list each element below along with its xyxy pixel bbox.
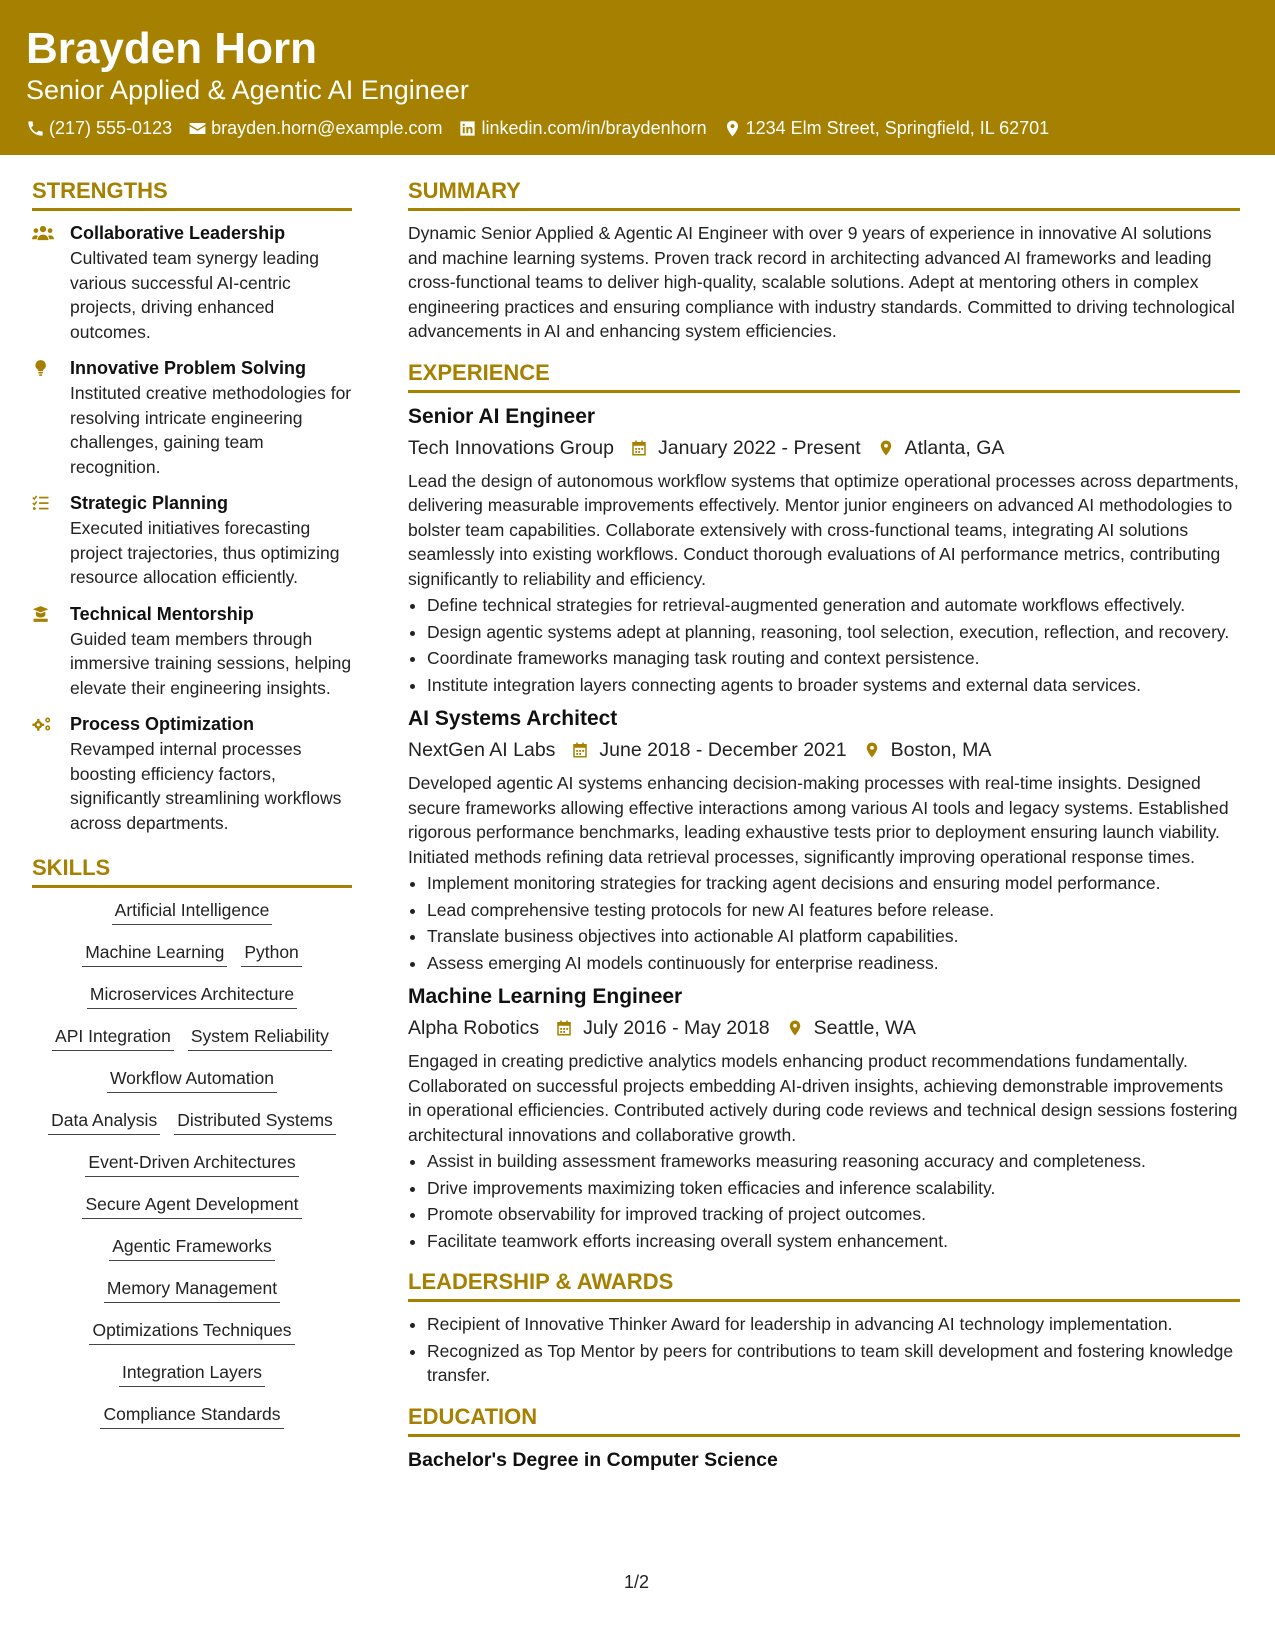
job-company: Tech Innovations Group: [408, 436, 614, 459]
contact-phone: [26, 116, 172, 140]
strength-item: [32, 712, 352, 835]
strength-title: Process Optimization: [70, 714, 255, 734]
job-location: Atlanta, GA: [904, 436, 1005, 459]
skill-tag: Machine Learning: [82, 940, 227, 967]
job-meta: [408, 1014, 1240, 1042]
skill-tag: Memory Management: [104, 1276, 280, 1303]
strength-title: Innovative Problem Solving: [70, 358, 307, 378]
calendar-icon: [555, 1019, 573, 1037]
skills-heading: SKILLS: [32, 853, 352, 888]
summary-heading: SUMMARY: [408, 176, 1240, 211]
skill-tag: Event-Driven Architectures: [85, 1150, 298, 1177]
phone-icon: [26, 119, 45, 138]
strength-item: [32, 491, 352, 590]
linkedin-link[interactable]: linkedin.com/in/braydenhorn: [481, 118, 707, 138]
job-bullet: • Promote observability for improved tracking of project outcomes.: [427, 1202, 1240, 1227]
skill-tag: Artificial Intelligence: [112, 898, 273, 925]
education-degree: Bachelor's Degree in Computer Science: [408, 1448, 778, 1471]
job-location: Seattle, WA: [813, 1017, 916, 1039]
job-bullet: • Implement monitoring strategies for tracking agent decisions and ensuring model performance.: [427, 871, 1240, 896]
job-bullet: • Design agentic systems adept at planning, reasoning, tool selection, execution, reflection, and recovery.: [427, 620, 1240, 645]
job-bullet: • Institute integration layers connecting agents to broader systems and external data services.: [427, 673, 1240, 698]
strength-item: [32, 356, 352, 479]
address-text: 1234 Elm Street, Springfield, IL 62701: [745, 118, 1050, 138]
strengths-heading: STRENGTHS: [32, 176, 352, 211]
strength-desc: Guided team members through immersive training sessions, helping elevate their engineering insights.: [70, 628, 352, 698]
graduation-icon: [32, 605, 54, 623]
skill-tag: API Integration: [52, 1024, 174, 1051]
skill-tag: Compliance Standards: [100, 1402, 283, 1429]
job-title: Senior AI Engineer: [408, 404, 596, 428]
job-dates: July 2016 - May 2018: [583, 1017, 770, 1039]
users-icon: [32, 224, 54, 242]
left-column: [32, 176, 352, 1444]
checklist-icon: [32, 494, 54, 512]
calendar-icon: [630, 439, 648, 457]
map-pin-icon: [786, 1019, 804, 1037]
calendar-icon: [571, 741, 589, 759]
email-link[interactable]: brayden.horn@example.com: [211, 118, 443, 138]
education-heading: EDUCATION: [408, 1402, 1240, 1437]
skill-tag: System Reliability: [188, 1024, 332, 1051]
job-bullet: • Coordinate frameworks managing task routing and context persistence.: [427, 646, 1240, 671]
awards-list: [408, 1312, 1240, 1388]
candidate-headline: Senior Applied & Agentic AI Engineer: [26, 75, 469, 105]
job-bullet: • Assess emerging AI models continuously for enterprise readiness.: [427, 951, 1240, 976]
job-bullet: • Facilitate teamwork efforts increasing overall system enhancement.: [427, 1229, 1240, 1254]
skill-tag: Agentic Frameworks: [109, 1234, 275, 1261]
job-title: AI Systems Architect: [408, 707, 618, 730]
job-title: Machine Learning Engineer: [408, 985, 683, 1008]
skills-list: [32, 898, 352, 1429]
contact-address: [723, 116, 1050, 140]
skill-tag: Data Analysis: [48, 1108, 160, 1135]
contact-bar: [26, 116, 1065, 140]
phone-text: (217) 555-0123: [49, 118, 173, 138]
envelope-icon: [188, 119, 207, 138]
contact-email[interactable]: [188, 116, 442, 140]
strength-desc: Instituted creative methodologies for resolving intricate engineering challenges, gaining team recognition.: [70, 383, 352, 477]
experience-heading: EXPERIENCE: [408, 358, 1240, 393]
skill-tag: Integration Layers: [119, 1360, 265, 1387]
right-column: [408, 176, 1240, 1473]
lightbulb-icon: [32, 359, 54, 377]
job-meta: [408, 736, 1240, 764]
map-pin-icon: [863, 741, 881, 759]
gears-icon: [32, 715, 54, 733]
skill-tag: Optimizations Techniques: [89, 1318, 294, 1345]
strength-title: Technical Mentorship: [70, 603, 254, 624]
job-dates: January 2022 - Present: [657, 436, 861, 459]
job-description: Lead the design of autonomous workflow systems that optimize operational processes across departments, delivering measurable improvements effectively. Mentor junior engineers on advanced AI methodologies to bolster team capabilities. Collaborate extensively with cross-functional teams, integrating AI solutions seamlessly into existing workflows. Conduct thorough evaluations of AI performance metrics, contributing significantly to reliability and efficiency.: [408, 470, 1239, 589]
job-entry: [408, 403, 1240, 698]
candidate-name: Brayden Horn: [26, 24, 317, 73]
linkedin-icon: [458, 119, 477, 138]
award-item: • Recognized as Top Mentor by peers for contributions to team skill development and fostering knowledge transfer.: [427, 1339, 1240, 1388]
job-description: Developed agentic AI systems enhancing decision-making processes with real-time insights. Designed secure frameworks allowing effective interactions among various AI tools and legacy systems. Established rigorous performance benchmarks, leading exhaustive tests prior to deployment ensuring launch viability. Initiated methods refining data retrieval processes, significantly improving operational response times.: [408, 773, 1229, 867]
strength-desc: Revamped internal processes boosting efficiency factors, significantly streamlining workflows across departments.: [70, 739, 342, 833]
job-company: NextGen AI Labs: [408, 739, 556, 761]
strength-title: Collaborative Leadership: [70, 223, 286, 243]
skill-tag: Secure Agent Development: [82, 1192, 301, 1219]
strength-desc: Cultivated team synergy leading various successful AI-centric projects, driving enhanced outcomes.: [70, 248, 320, 342]
skill-tag: Distributed Systems: [174, 1108, 336, 1135]
job-bullet: • Drive improvements maximizing token efficacies and inference scalability.: [427, 1176, 1240, 1201]
job-bullet: • Lead comprehensive testing protocols for new AI features before release.: [427, 898, 1240, 923]
job-bullet: • Define technical strategies for retrieval-augmented generation and automate workflows effectively.: [427, 593, 1240, 618]
skill-tag: Python: [241, 940, 301, 967]
awards-heading: LEADERSHIP & AWARDS: [408, 1267, 1240, 1302]
skill-tag: Microservices Architecture: [87, 982, 297, 1009]
strength-item: [32, 602, 352, 701]
job-bullet: • Translate business objectives into actionable AI platform capabilities.: [427, 924, 1240, 949]
job-dates: June 2018 - December 2021: [599, 739, 847, 761]
map-pin-icon: [723, 119, 742, 138]
job-entry: [408, 983, 1240, 1253]
job-bullet: • Assist in building assessment frameworks measuring reasoning accuracy and completeness.: [427, 1149, 1240, 1174]
skill-tag: Workflow Automation: [107, 1066, 277, 1093]
award-item: • Recipient of Innovative Thinker Award for leadership in advancing AI technology implementation.: [427, 1312, 1240, 1337]
resume-header: [0, 0, 1275, 155]
summary-text: Dynamic Senior Applied & Agentic AI Engineer with over 9 years of experience in innovative AI solutions and machine learning systems. Proven track record in architecting advanced AI frameworks and leading cross-functional teams to deliver high-quality, scalable solutions. Adept at mentoring others in complex engineering practices and ensuring compliance with industry standards. Committed to driving technological advancements in AI and enhancing system efficiencies.: [408, 223, 1235, 341]
job-entry: [408, 705, 1240, 975]
job-bullets: [408, 593, 1240, 697]
job-bullets: [408, 871, 1240, 975]
job-company: Alpha Robotics: [408, 1017, 540, 1039]
contact-linkedin[interactable]: [458, 116, 706, 140]
job-bullets: [408, 1149, 1240, 1253]
strength-item: [32, 221, 352, 344]
strength-desc: Executed initiatives forecasting project trajectories, thus optimizing resource allocation efficiently.: [70, 518, 340, 587]
strength-title: Strategic Planning: [70, 493, 229, 513]
job-location: Boston, MA: [890, 739, 992, 761]
job-meta: [408, 434, 1240, 462]
map-pin-icon: [877, 439, 895, 457]
page-number: 1/2: [624, 1572, 650, 1592]
job-description: Engaged in creating predictive analytics models enhancing product recommendations fundamentally. Collaborated on successful projects embedding AI-driven insights, achieving demonstrable improvements in operational efficiencies. Contributed actively during code reviews and technical design sessions fostering architectural innovations and collaborative growth.: [408, 1051, 1238, 1145]
